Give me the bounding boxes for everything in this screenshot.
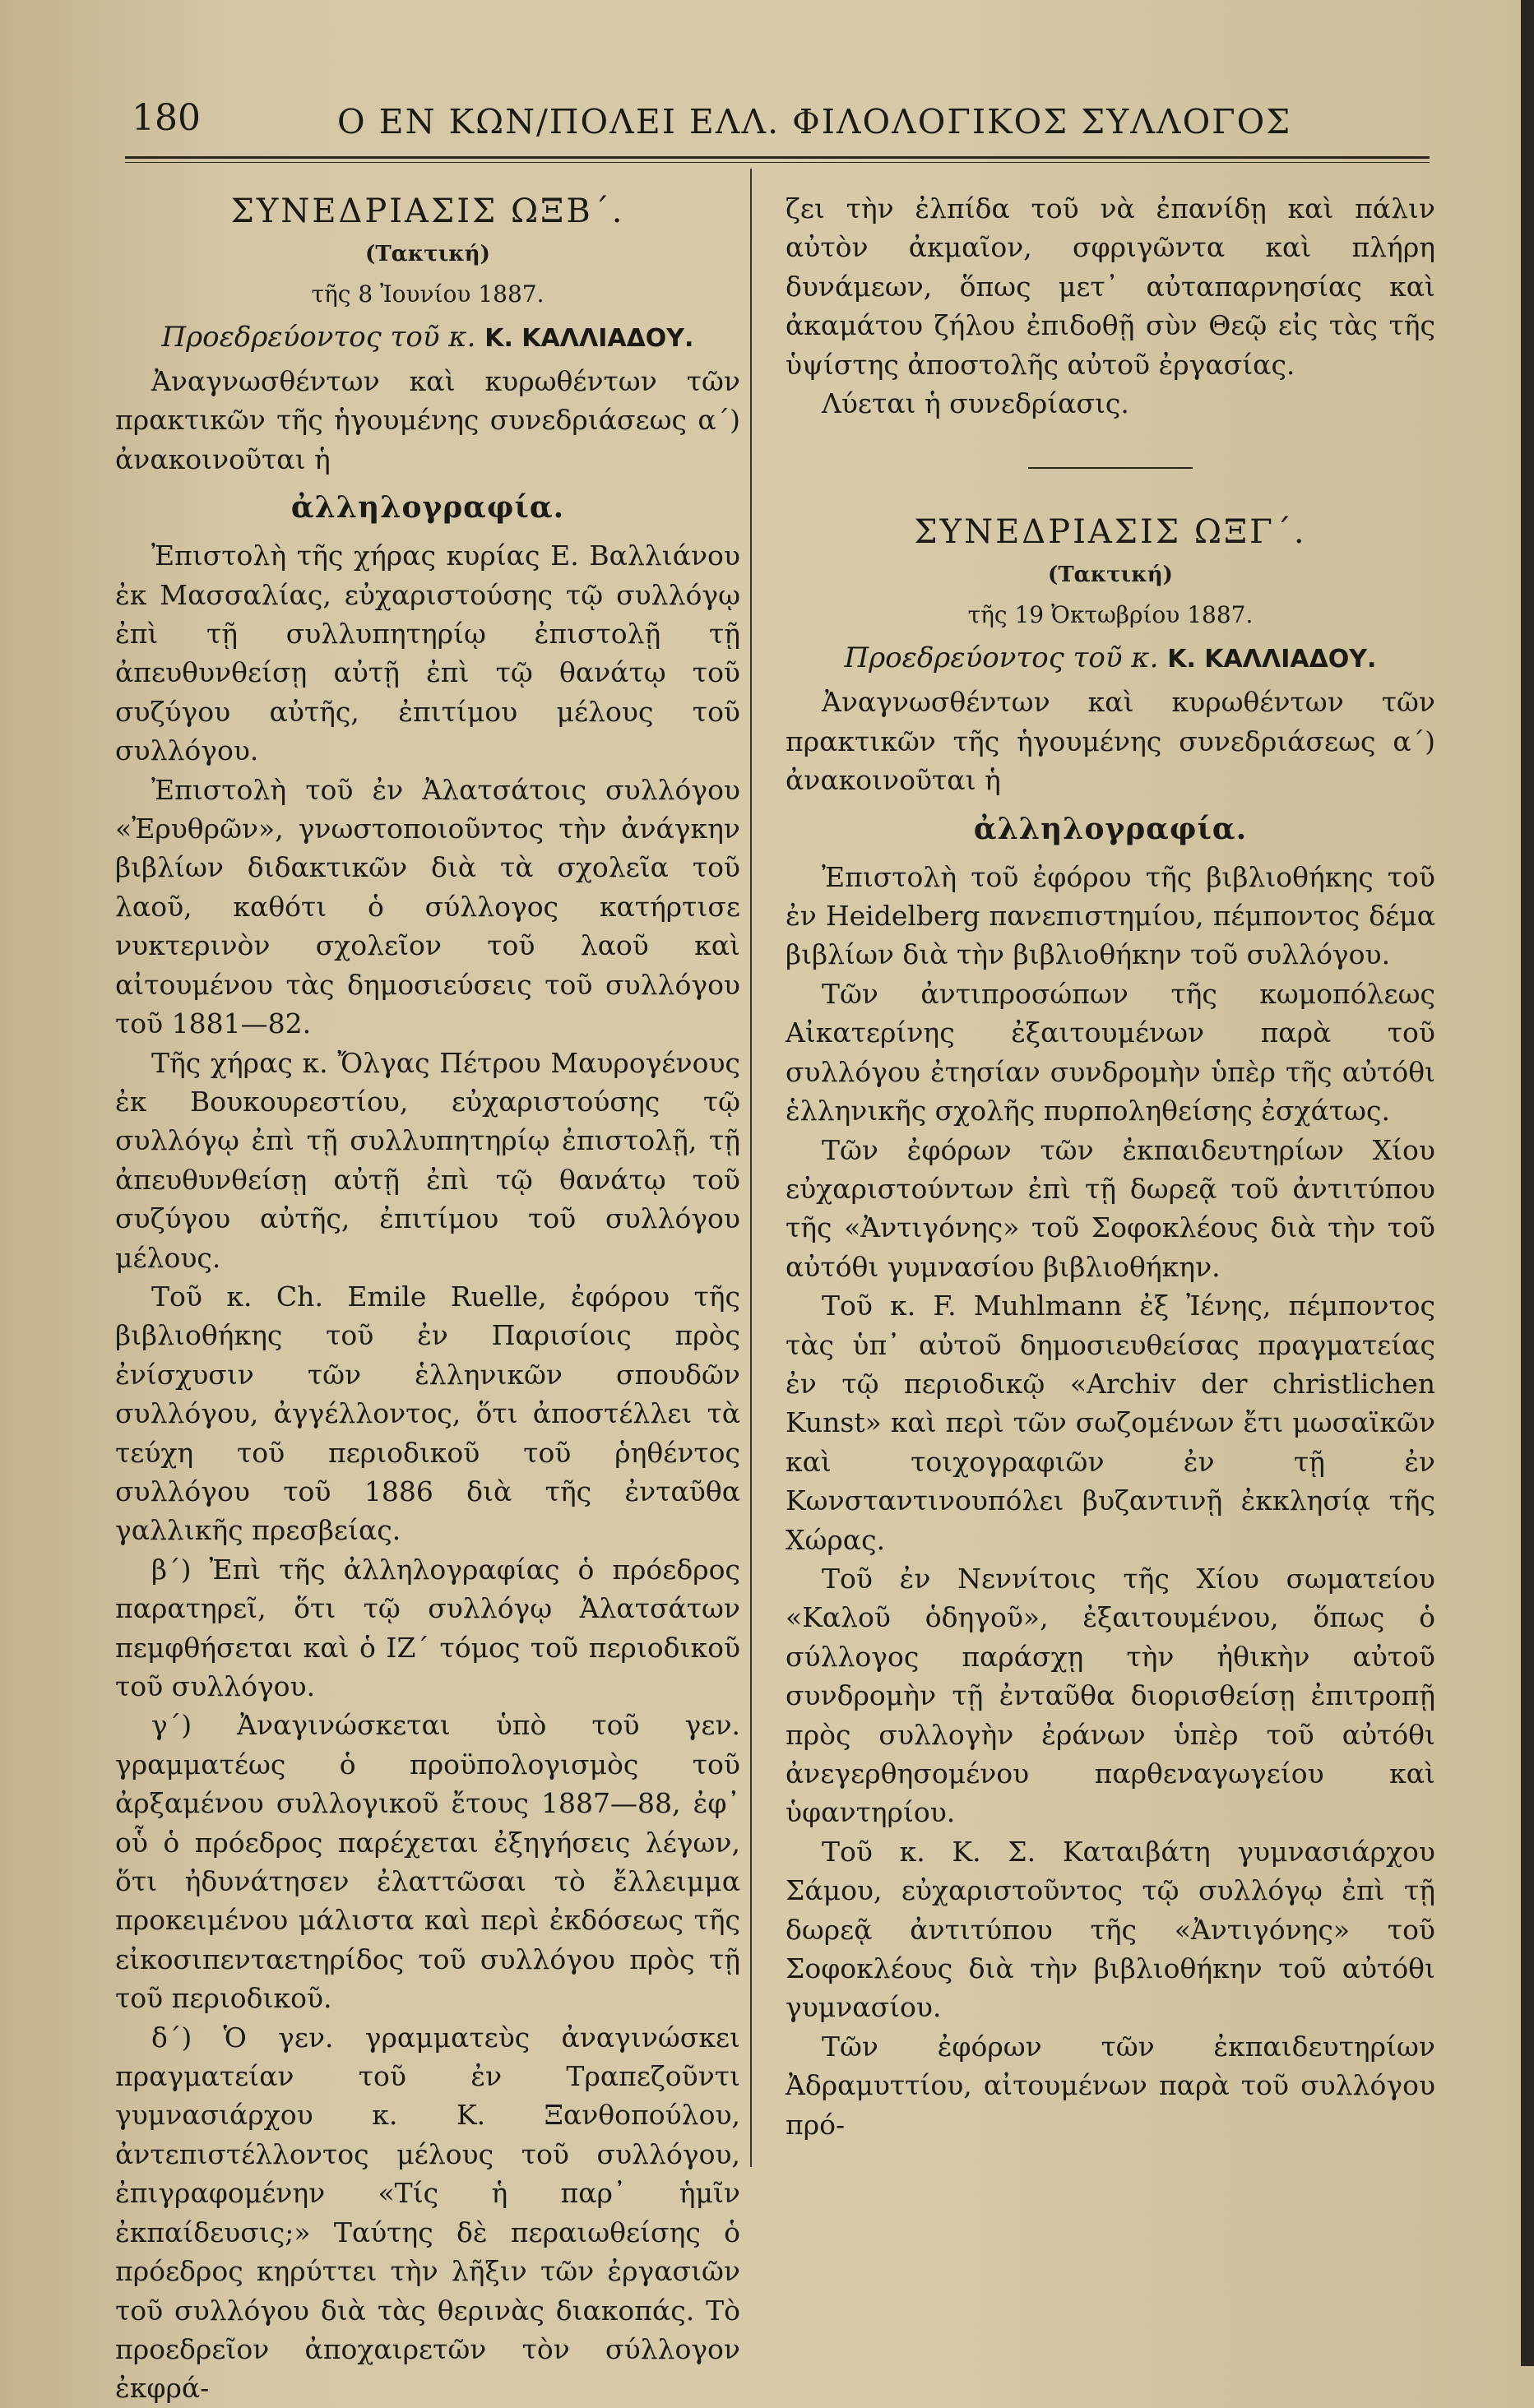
session-title: ΣΥΝΕΔΡΙΑΣΙΣ ΩΞΓ΄. <box>914 513 1307 552</box>
paragraph: Τοῦ κ. Κ. Σ. Καταιβάτη γυμνασιάρχου Σάμου, εὐχαριστοῦντος τῷ συλλόγῳ ἐπὶ τῇ δωρεᾷ ἀντιτύπου τῆς «Ἀντιγόνης» τοῦ Σοφοκλέους διὰ τὴν βιβλιοθήκην τοῦ αὐτόθι γυμνασίου. <box>786 1835 1435 2024</box>
running-title: Ο ΕΝ ΚΩΝ/ΠΟΛΕΙ ΕΛΛ. ΦΙΛΟΛΟΓΙΚΟΣ ΣΥΛΛΟΓΟΣ <box>337 102 1292 141</box>
presiding-label: Προεδρεύοντος τοῦ κ. <box>161 321 476 354</box>
paragraph: Τοῦ κ. Ch. Emile Ruelle, ἐφόρου τῆς βιβλιοθήκης τοῦ ἐν Παρισίοις πρὸς ἐνίσχυσιν τῶν ἑλληνικῶν σπουδῶν συλλόγου, ἀγγέλλοντος, ὅτι ἀποστέλλει τὰ τεύχη τοῦ περιοδικοῦ τοῦ ῥηθέντος συλλόγου τοῦ 1886 διὰ τῆς ἐνταῦθα γαλλικῆς πρεσβείας. <box>115 1280 740 1547</box>
session-date: τῆς 19 Ὀκτωβρίου 1887. <box>967 601 1254 629</box>
paragraph: Τῶν ἐφόρων τῶν ἐκπαιδευτηρίων Χίου εὐχαριστούντων ἐπὶ τῇ δωρεᾷ τοῦ ἀντιτύπου τῆς «Ἀντιγόνης» τοῦ Σοφοκλέους διὰ τὴν τοῦ αὐτόθι γυμνασίου βιβλιοθήκην. <box>786 1133 1435 1283</box>
intro-paragraph: Ἀναγνωσθέντων καὶ κυρωθέντων τῶν πρακτικῶν τῆς ἡγουμένης συνεδριάσεως α΄) ἀνακοινοῦται ἡ <box>786 686 1435 797</box>
header-rule-thin <box>125 162 1430 163</box>
paragraph: Ἐπιστολὴ τοῦ ἐν Ἀλατσάτοις συλλόγου «Ἐρυθρῶν», γνωστοποιοῦντος τὴν ἀνάγκην βιβλίων διδακτικῶν διὰ τὰ σχολεῖα τοῦ λαοῦ, καθότι ὁ σύλλογος κατήρτισε νυκτερινὸν σχολεῖον τοῦ λαοῦ καὶ αἰτουμένου τὰς δημοσιεύσεις τοῦ συλλόγου τοῦ 1881—82. <box>115 773 740 1040</box>
page-number: 180 <box>132 97 201 139</box>
section-divider <box>1028 467 1193 469</box>
paragraph: Ἐπιστολὴ τῆς χήρας κυρίας Ε. Βαλλιάνου ἐκ Μασσαλίας, εὐχαριστούσης τῷ συλλόγῳ ἐπὶ τῇ συλλυπητηρίῳ ἐπιστολῇ τῇ ἀπευθυνθείσῃ αὐτῇ ἐπὶ τῷ θανάτῳ τοῦ συζύγου αὐτῆς, ἐπιτίμου μέλους τοῦ συλλόγου. <box>115 539 740 767</box>
running-header <box>123 97 1431 155</box>
paragraph: γ΄) Ἀναγινώσκεται ὑπὸ τοῦ γεν. γραμματέως ὁ προϋπολογισμὸς τοῦ ἀρξαμένου συλλογικοῦ ἔτους 1887—88, ἐφ᾿ οὗ ὁ πρόεδρος παρέχεται ἐξηγήσεις λέγων, ὅτι ἠδυνάτησεν ἐλαττῶσαι τὸ ἔλλειμμα προκειμένου μάλιστα καὶ περὶ ἐκδόσεως τῆς εἰκοσιπενταετηρίδος τοῦ συλλόγου πρὸς τῇ τοῦ περιοδικοῦ. <box>115 1709 740 2015</box>
paragraph: Τῆς χήρας κ. Ὄλγας Πέτρου Μαυρογένους ἐκ Βουκουρεστίου, εὐχαριστούσης τῷ συλλόγῳ ἐπὶ τῇ συλλυπητηρίῳ ἐπιστολῇ, τῇ ἀπευθυνθείσῃ αὐτῇ ἐπὶ τῷ θανάτῳ τοῦ συζύγου αὐτῆς, ἐπιτίμου τοῦ συλλόγου μέλους. <box>115 1046 740 1274</box>
session-title: ΣΥΝΕΔΡΙΑΣΙΣ ΩΞΒ΄. <box>230 192 625 230</box>
session-date: τῆς 8 Ἰουνίου 1887. <box>311 280 545 308</box>
section-heading: ἀλληλογραφία. <box>290 490 565 526</box>
paragraph: Ἐπιστολὴ τοῦ ἐφόρου τῆς βιβλιοθήκης τοῦ ἐν Heidelberg πανεπιστημίου, πέμποντος δέμα βιβλίων διὰ τὴν βιβλιοθήκην τοῦ συλλόγου. <box>786 860 1435 971</box>
presiding-name: Κ. ΚΑΛΛΙΑΔΟΥ. <box>1167 645 1377 674</box>
column-divider <box>750 169 752 2167</box>
right-column <box>786 189 1435 2144</box>
presiding-line <box>115 314 740 362</box>
presiding-line <box>786 635 1435 683</box>
paragraph: Τῶν ἀντιπροσώπων τῆς κωμοπόλεως Αἰκατερίνης ἐξαιτουμένων παρὰ τοῦ συλλόγου ἐτησίαν συνδρομὴν ὑπὲρ τῆς αὐτόθι ἑλληνικῆς σχολῆς πυρποληθείσης ἐσχάτως. <box>786 977 1435 1128</box>
presiding-name: Κ. ΚΑΛΛΙΑΔΟΥ. <box>484 324 694 353</box>
session-type: (Τακτική) <box>1048 563 1173 588</box>
presiding-label: Προεδρεύοντος τοῦ κ. <box>844 641 1159 675</box>
continuation-paragraph: ζει τὴν ἐλπίδα τοῦ νὰ ἐπανίδῃ καὶ πάλιν αὐτὸν ἀκμαῖον, σφριγῶντα καὶ πλήρη δυνάμεων, ὅπως μετ᾿ αὐταπαρνησίας καὶ ἀκαμάτου ζήλου ἐπιδοθῇ σὺν Θεῷ εἰς τὰς τῆς ὑψίστης ἀποστολῆς αὐτοῦ ἐργασίας. <box>786 192 1435 381</box>
header-rule <box>125 156 1430 159</box>
paragraph: β΄) Ἐπὶ τῆς ἀλληλογραφίας ὁ πρόεδρος παρατηρεῖ, ὅτι τῷ συλλόγῳ Ἀλατσάτων πεμφθήσεται καὶ ὁ ΙΖ΄ τόμος τοῦ περιοδικοῦ τοῦ συλλόγου. <box>115 1553 740 1702</box>
page-edge <box>1521 0 1534 2366</box>
closing-line: Λύεται ἡ συνεδρίασις. <box>822 387 1129 420</box>
section-heading: ἀλληλογραφία. <box>973 811 1248 846</box>
session-type: (Τακτική) <box>365 242 490 266</box>
paragraph: Τῶν ἐφόρων τῶν ἐκπαιδευτηρίων Ἀδραμυττίου, αἰτουμένων παρὰ τοῦ συλλόγου πρό- <box>786 2030 1435 2141</box>
left-column <box>115 189 740 2408</box>
intro-paragraph: Ἀναγνωσθέντων καὶ κυρωθέντων τῶν πρακτικῶν τῆς ἡγουμένης συνεδριάσεως α΄) ἀνακοινοῦται ἡ <box>115 365 740 475</box>
paragraph: Τοῦ ἐν Νεννίτοις τῆς Χίου σωματείου «Καλοῦ ὁδηγοῦ», ἐξαιτουμένου, ὅπως ὁ σύλλογος παράσχῃ τὴν ἠθικὴν αὐτοῦ συνδρομὴν τῇ ἐνταῦθα διορισθείσῃ ἐπιτροπῇ πρὸς συλλογὴν ἐράνων ὑπὲρ τοῦ αὐτόθι ἀνεγερθησομένου παρθεναγωγείου καὶ ὑφαντηρίου. <box>786 1562 1435 1829</box>
paragraph: δ΄) Ὁ γεν. γραμματεὺς ἀναγινώσκει πραγματείαν τοῦ ἐν Τραπεζοῦντι γυμνασιάρχου κ. Κ. Ξανθοπούλου, ἀντεπιστέλλοντος μέλους τοῦ συλλόγου, ἐπιγραφομένην «Τίς ἡ παρ᾿ ἡμῖν ἐκπαίδευσις;» Ταύτης δὲ περαιωθείσης ὁ πρόεδρος κηρύττει τὴν λῆξιν τῶν ἐργασιῶν τοῦ συλλόγου διὰ τὰς θερινὰς διακοπάς. Τὸ προεδρεῖον ἀποχαιρετῶν τὸν σύλλογον ἐκφρά- <box>115 2021 740 2405</box>
paragraph: Τοῦ κ. F. Muhlmann ἐξ Ἰένης, πέμποντος τὰς ὑπ᾿ αὐτοῦ δημοσιευθείσας πραγματείας ἐν τῷ περιοδικῷ «Archiv der christlichen Kunst» καὶ περὶ τῶν σωζομένων ἔτι μωσαϊκῶν καὶ τοιχογραφιῶν ἐν τῇ ἐν Κωνσταντινουπόλει βυζαντινῇ ἐκκλησίᾳ τῆς Χώρας. <box>786 1290 1435 1556</box>
